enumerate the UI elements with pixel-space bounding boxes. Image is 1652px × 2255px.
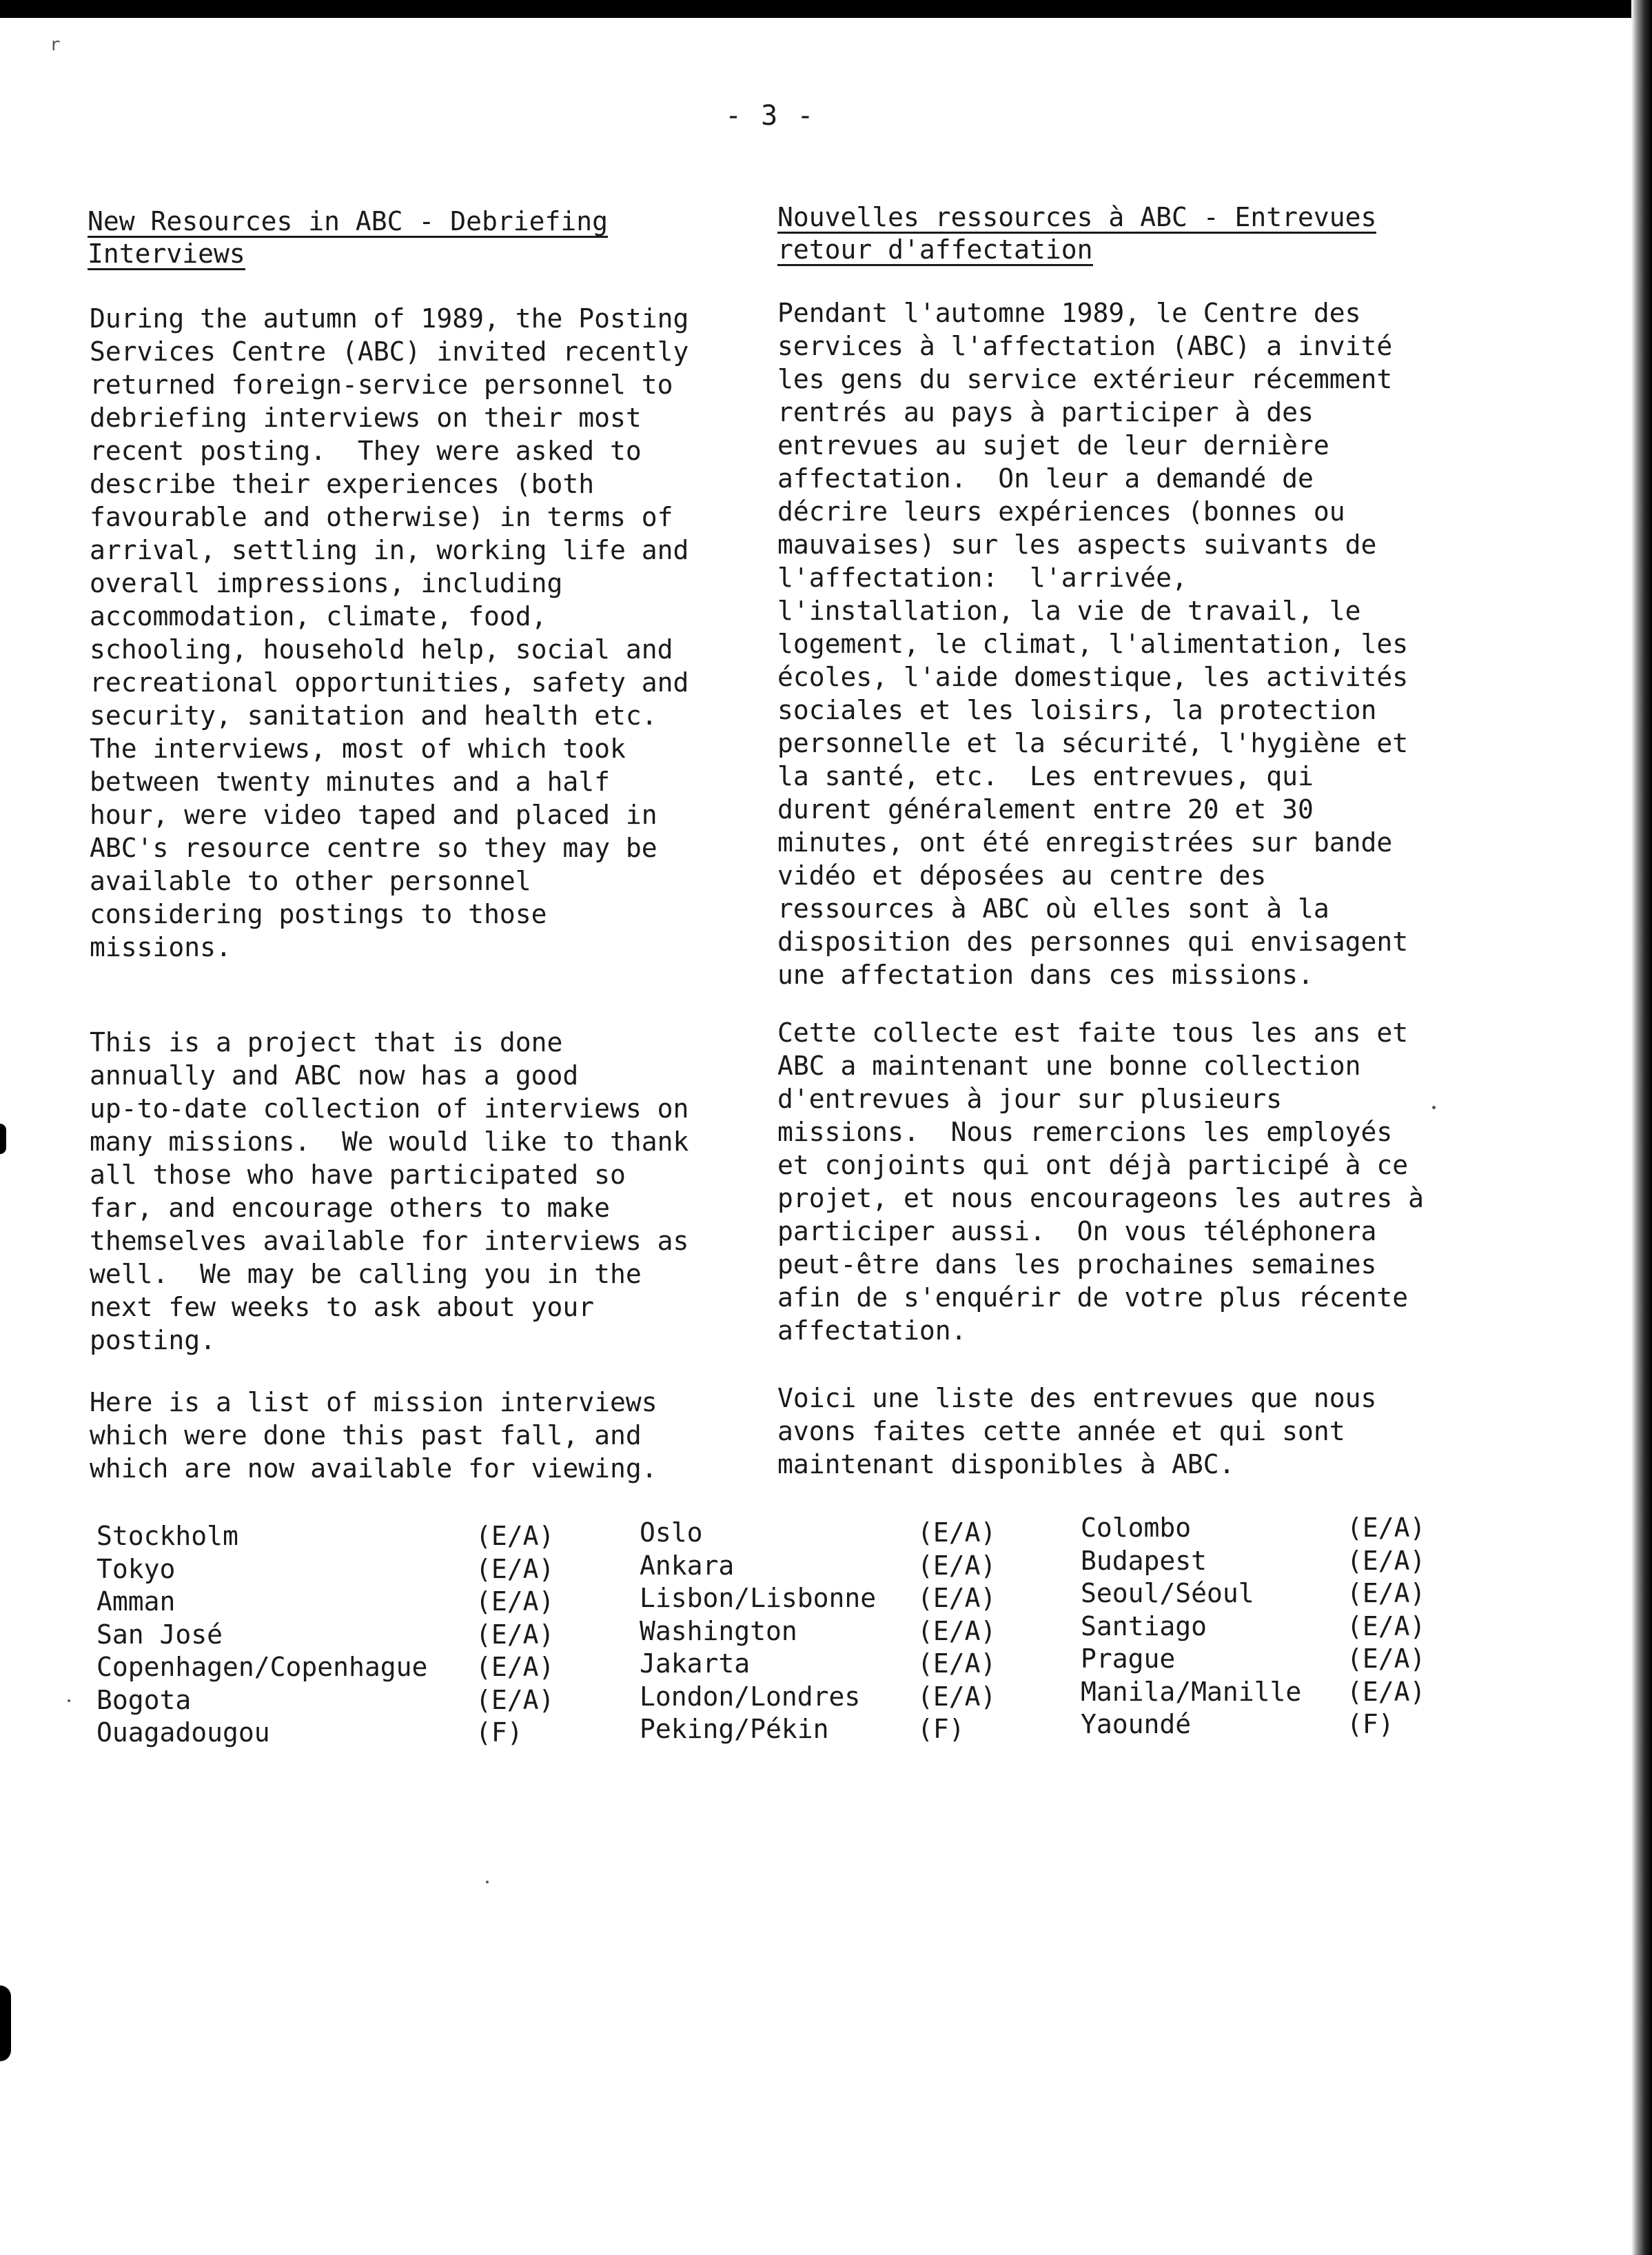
text-line: les gens du service extérieur récemment bbox=[777, 364, 1393, 394]
french-heading-line1: Nouvelles ressources à ABC - Entrevues bbox=[777, 202, 1377, 232]
text-line: between twenty minutes and a half bbox=[90, 767, 610, 797]
english-paragraph-3 bbox=[90, 1386, 657, 1485]
text-line: considering postings to those bbox=[90, 899, 547, 929]
mission-city: Yaoundé bbox=[1081, 1709, 1192, 1739]
mission-language: (E/A) bbox=[917, 1550, 997, 1581]
text-line: durent généralement entre 20 et 30 bbox=[777, 794, 1314, 825]
text-line: la santé, etc. Les entrevues, qui bbox=[777, 761, 1314, 791]
text-line: Services Centre (ABC) invited recently bbox=[90, 336, 689, 367]
mission-language: (E/A) bbox=[476, 1652, 555, 1682]
text-line: ABC a maintenant une bonne collection bbox=[777, 1051, 1361, 1081]
text-line: Here is a list of mission interviews bbox=[90, 1387, 657, 1417]
text-line: maintenant disponibles à ABC. bbox=[777, 1449, 1235, 1479]
text-line: affectation. bbox=[777, 1315, 967, 1346]
text-line: next few weeks to ask about your bbox=[90, 1292, 595, 1322]
mission-city: San José bbox=[96, 1619, 223, 1650]
mission-language: (F) bbox=[476, 1717, 523, 1748]
mission-city: Colombo bbox=[1081, 1513, 1192, 1543]
text-line: entrevues au sujet de leur dernière bbox=[777, 430, 1329, 461]
mission-city: Washington bbox=[640, 1615, 797, 1646]
text-line: peut-être dans les prochaines semaines bbox=[777, 1249, 1377, 1280]
text-line: sociales et les loisirs, la protection bbox=[777, 695, 1377, 725]
scan-right-edge bbox=[1631, 0, 1652, 2255]
scan-speck bbox=[1432, 1106, 1436, 1109]
mission-city: Seoul/Séoul bbox=[1081, 1578, 1254, 1608]
text-line: describe their experiences (both bbox=[90, 469, 595, 499]
text-line: which are now available for viewing. bbox=[90, 1453, 657, 1484]
mission-language: (E/A) bbox=[1347, 1644, 1426, 1674]
text-line: écoles, l'aide domestique, les activités bbox=[777, 662, 1409, 692]
text-line: vidéo et déposées au centre des bbox=[777, 860, 1267, 891]
mission-language: (E/A) bbox=[476, 1521, 555, 1551]
mission-language: (E/A) bbox=[917, 1681, 997, 1712]
mission-language: (F) bbox=[917, 1714, 965, 1744]
page-number: - 3 - bbox=[725, 100, 815, 132]
text-line: up-to-date collection of interviews on bbox=[90, 1093, 689, 1124]
text-line: overall impressions, including bbox=[90, 568, 563, 598]
text-line: affectation. On leur a demandé de bbox=[777, 463, 1314, 494]
text-line: recent posting. They were asked to bbox=[90, 436, 642, 466]
mission-language: (E/A) bbox=[1347, 1545, 1426, 1576]
mission-language: (E/A) bbox=[1347, 1676, 1426, 1707]
mission-language: (E/A) bbox=[1347, 1513, 1426, 1543]
french-paragraph-3 bbox=[777, 1382, 1376, 1481]
text-line: annually and ABC now has a good bbox=[90, 1060, 579, 1091]
text-line: et conjoints qui ont déjà participé à ce bbox=[777, 1150, 1409, 1180]
text-line: recreational opportunities, safety and bbox=[90, 667, 689, 698]
text-line: logement, le climat, l'alimentation, les bbox=[777, 629, 1409, 659]
text-line: security, sanitation and health etc. bbox=[90, 700, 657, 731]
text-line: themselves available for interviews as bbox=[90, 1226, 689, 1256]
french-heading-line2: retour d'affectation bbox=[777, 234, 1093, 265]
mission-language: (E/A) bbox=[1347, 1578, 1426, 1608]
text-line: rentrés au pays à participer à des bbox=[777, 397, 1314, 427]
text-line: favourable and otherwise) in terms of bbox=[90, 502, 673, 532]
english-heading-line1: New Resources in ABC - Debriefing bbox=[88, 206, 608, 236]
text-line: posting. bbox=[90, 1325, 216, 1355]
mission-language: (E/A) bbox=[476, 1619, 555, 1650]
mission-language: (E/A) bbox=[476, 1586, 555, 1617]
mission-language: (E/A) bbox=[917, 1583, 997, 1613]
text-line: ressources à ABC où elles sont à la bbox=[777, 893, 1329, 924]
mission-city: Santiago bbox=[1081, 1610, 1207, 1641]
text-line: many missions. We would like to thank bbox=[90, 1126, 689, 1157]
mission-city: Prague bbox=[1081, 1644, 1176, 1674]
text-line: l'installation, la vie de travail, le bbox=[777, 596, 1361, 626]
text-line: far, and encourage others to make bbox=[90, 1193, 610, 1223]
mission-language: (E/A) bbox=[917, 1517, 997, 1548]
text-line: which were done this past fall, and bbox=[90, 1420, 642, 1450]
text-line: personnelle et la sécurité, l'hygiène et bbox=[777, 728, 1409, 758]
english-paragraph-2 bbox=[90, 1026, 689, 1357]
text-line: l'affectation: l'arrivée, bbox=[777, 563, 1187, 593]
mission-city: Budapest bbox=[1081, 1545, 1207, 1576]
french-paragraph-2 bbox=[777, 1016, 1424, 1347]
corner-mark: r bbox=[50, 34, 61, 55]
text-line: available to other personnel bbox=[90, 866, 531, 896]
text-line: afin de s'enquérir de votre plus récente bbox=[777, 1282, 1409, 1313]
french-paragraph-1 bbox=[777, 296, 1408, 991]
mission-language: (F) bbox=[1347, 1709, 1394, 1739]
text-line: This is a project that is done bbox=[90, 1027, 563, 1058]
scan-speck bbox=[68, 1699, 70, 1702]
mission-city: Peking/Pékin bbox=[640, 1714, 829, 1744]
mission-city: London/Londres bbox=[640, 1681, 861, 1712]
mission-city: Tokyo bbox=[96, 1553, 176, 1584]
english-heading-line2: Interviews bbox=[88, 239, 245, 269]
mission-city: Manila/Manille bbox=[1081, 1676, 1302, 1707]
text-line: mauvaises) sur les aspects suivants de bbox=[777, 529, 1377, 560]
mission-city: Stockholm bbox=[96, 1521, 238, 1551]
text-line: Cette collecte est faite tous les ans et bbox=[777, 1018, 1409, 1048]
scan-top-border bbox=[0, 0, 1652, 18]
text-line: well. We may be calling you in the bbox=[90, 1259, 642, 1289]
mission-city: Copenhagen/Copenhague bbox=[96, 1652, 428, 1682]
mission-language: (E/A) bbox=[476, 1553, 555, 1584]
text-line: Voici une liste des entrevues que nous bbox=[777, 1383, 1377, 1413]
text-line: debriefing interviews on their most bbox=[90, 403, 642, 433]
english-paragraph-1 bbox=[90, 302, 689, 964]
mission-city: Amman bbox=[96, 1586, 176, 1617]
english-heading bbox=[88, 205, 608, 270]
mission-city: Lisbon/Lisbonne bbox=[640, 1583, 877, 1613]
text-line: arrival, settling in, working life and bbox=[90, 535, 689, 565]
scan-blot bbox=[0, 1124, 6, 1154]
mission-city: Ankara bbox=[640, 1550, 735, 1581]
text-line: During the autumn of 1989, the Posting bbox=[90, 303, 689, 334]
mission-language: (E/A) bbox=[917, 1615, 997, 1646]
text-line: services à l'affectation (ABC) a invité bbox=[777, 331, 1393, 361]
mission-language: (E/A) bbox=[476, 1684, 555, 1715]
mission-language: (E/A) bbox=[1347, 1610, 1426, 1641]
mission-city: Ouagadougou bbox=[96, 1717, 270, 1748]
text-line: hour, were video taped and placed in bbox=[90, 800, 657, 830]
mission-city: Oslo bbox=[640, 1517, 703, 1548]
text-line: returned foreign-service personnel to bbox=[90, 370, 673, 400]
text-line: missions. bbox=[90, 932, 232, 962]
text-line: Pendant l'automne 1989, le Centre des bbox=[777, 298, 1361, 328]
text-line: ABC's resource centre so they may be bbox=[90, 833, 657, 863]
mission-city: Bogota bbox=[96, 1684, 192, 1715]
text-line: d'entrevues à jour sur plusieurs bbox=[777, 1084, 1283, 1114]
text-line: minutes, ont été enregistrées sur bande bbox=[777, 827, 1393, 858]
text-line: une affectation dans ces missions. bbox=[777, 960, 1314, 990]
scan-blot bbox=[0, 1985, 11, 2061]
text-line: avons faites cette année et qui sont bbox=[777, 1416, 1345, 1446]
text-line: projet, et nous encourageons les autres à bbox=[777, 1183, 1424, 1213]
text-line: participer aussi. On vous téléphonera bbox=[777, 1216, 1377, 1246]
text-line: The interviews, most of which took bbox=[90, 734, 626, 764]
text-line: schooling, household help, social and bbox=[90, 634, 673, 665]
text-line: disposition des personnes qui envisagent bbox=[777, 927, 1409, 957]
text-line: accommodation, climate, food, bbox=[90, 601, 547, 631]
mission-language: (E/A) bbox=[917, 1648, 997, 1679]
text-line: missions. Nous remercions les employés bbox=[777, 1117, 1393, 1147]
mission-city: Jakarta bbox=[640, 1648, 751, 1679]
text-line: all those who have participated so bbox=[90, 1160, 626, 1190]
french-heading bbox=[777, 201, 1376, 266]
scan-speck bbox=[486, 1881, 489, 1883]
text-line: décrire leurs expériences (bonnes ou bbox=[777, 496, 1345, 527]
